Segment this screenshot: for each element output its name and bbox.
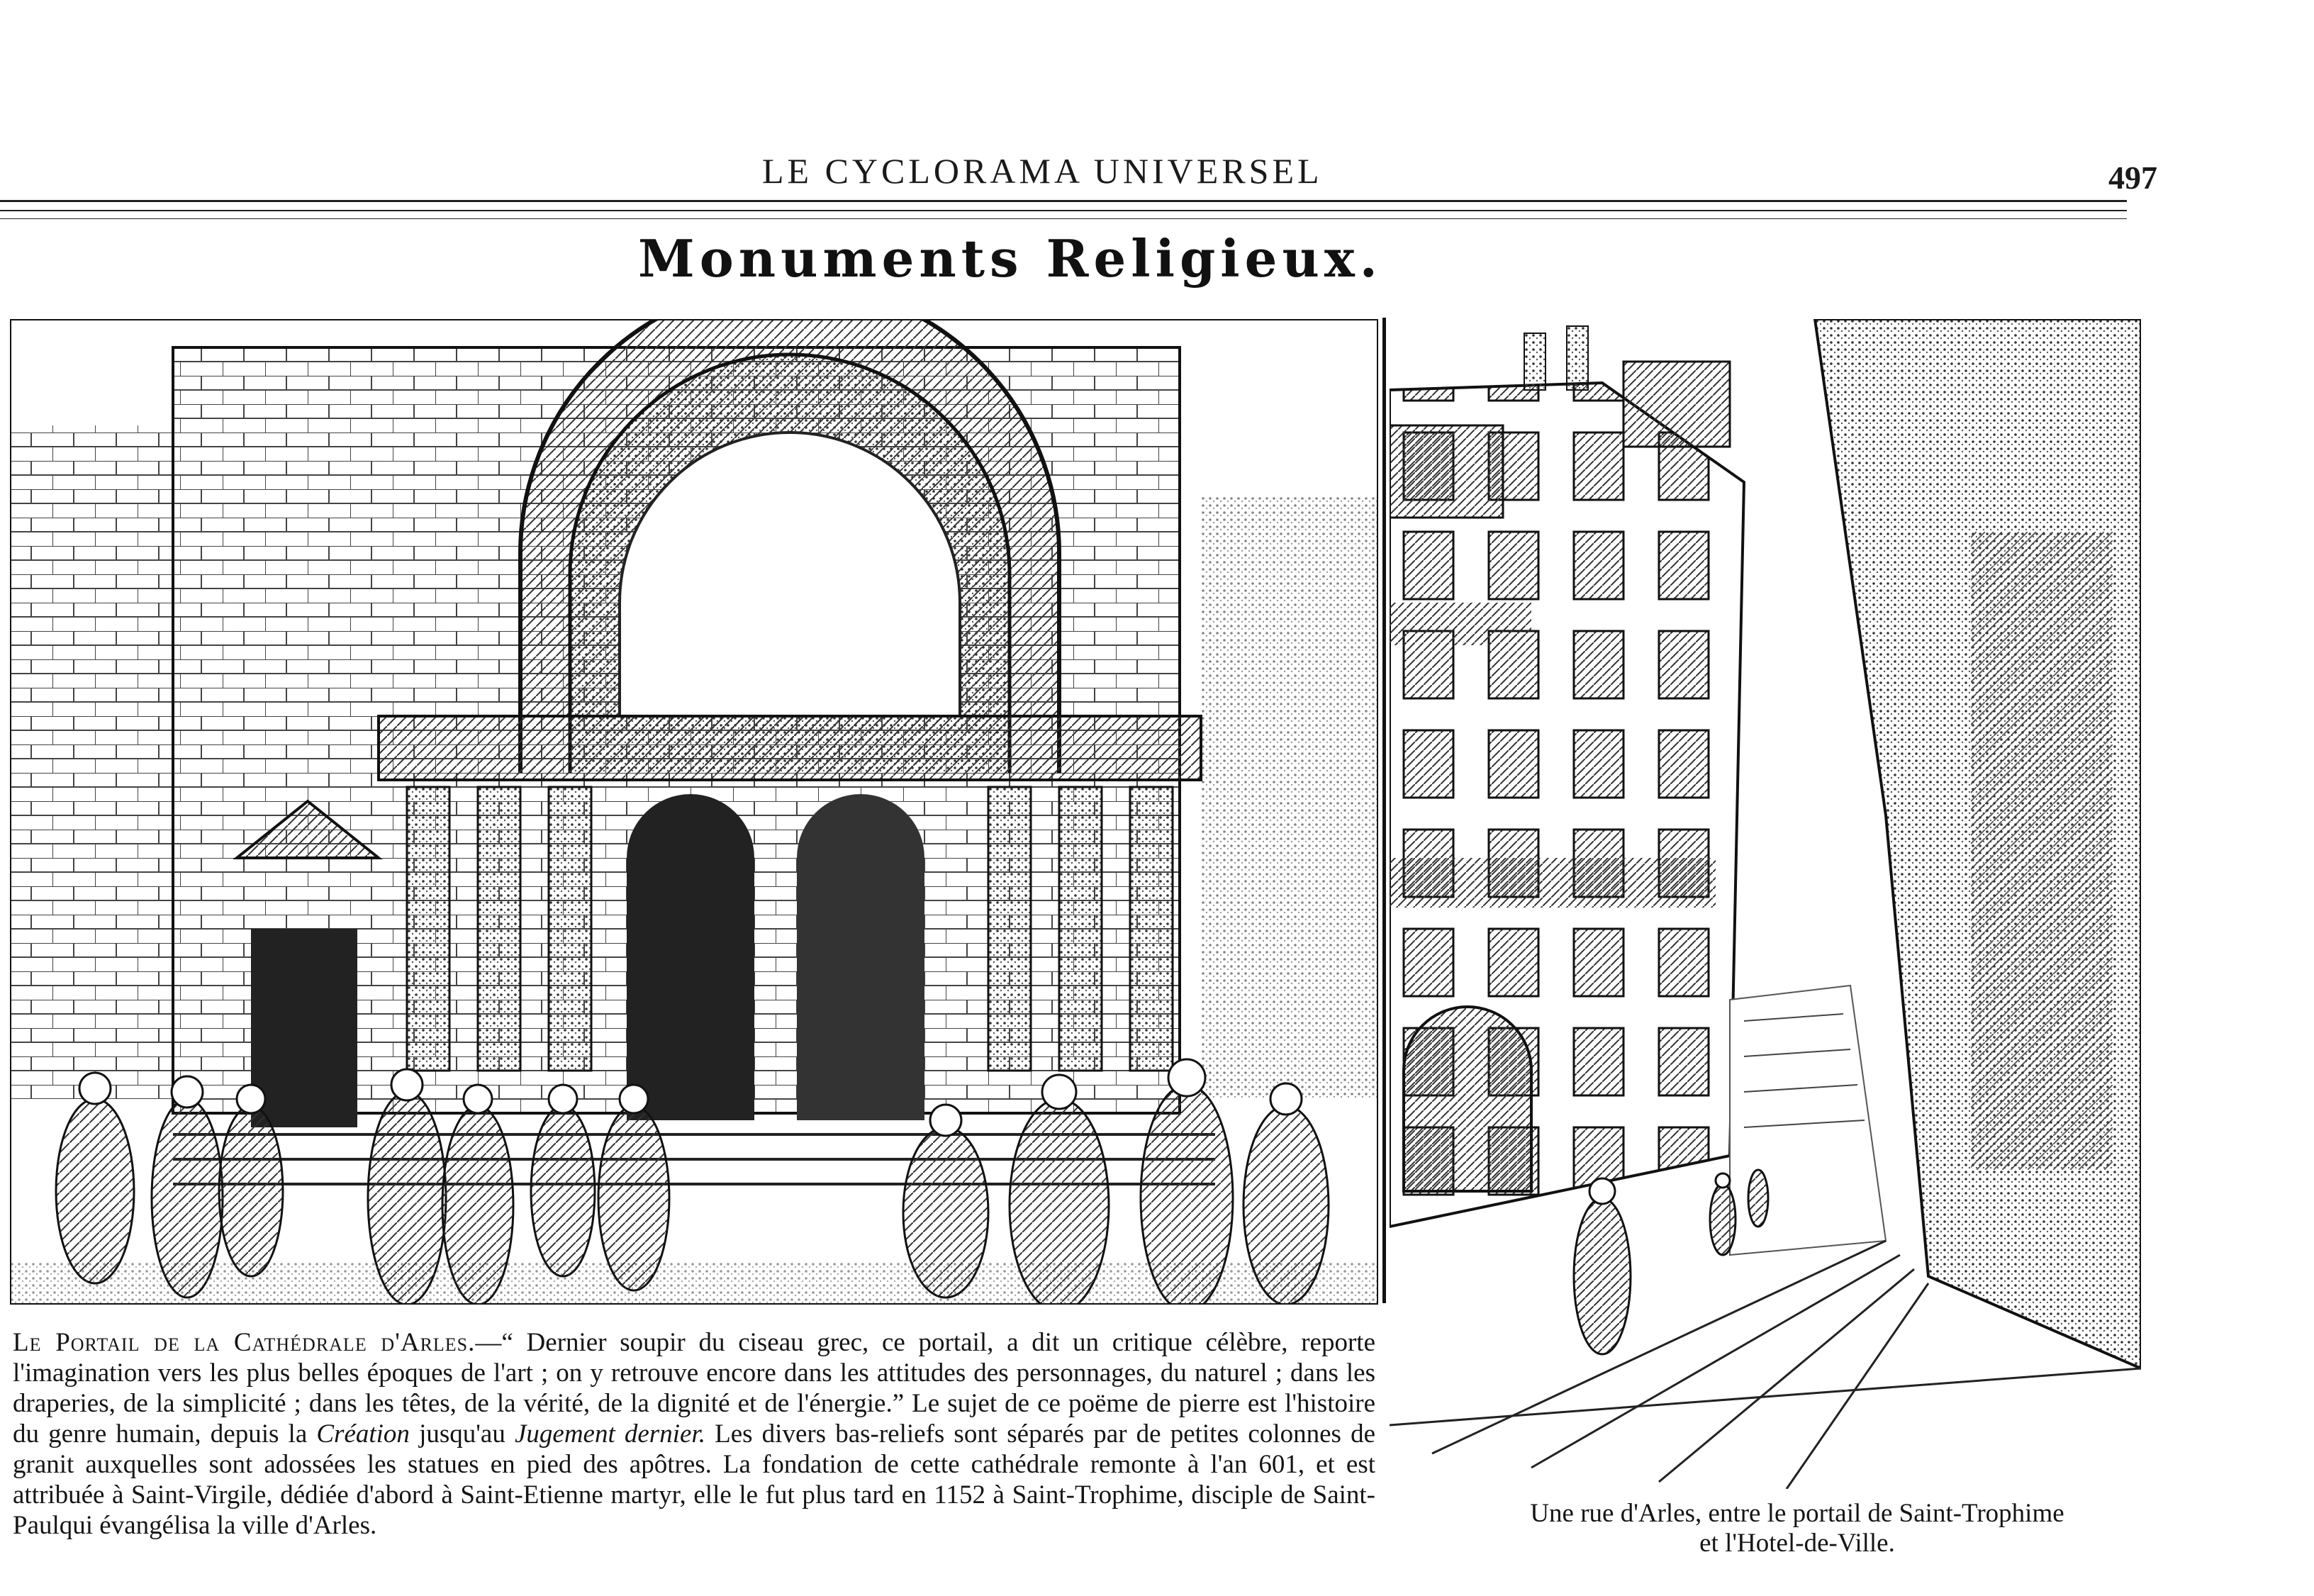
portal-caption-heading: Le Portail de la Cathédrale d'Arles. <box>13 1328 476 1357</box>
arles-street-engraving <box>1390 319 2141 1489</box>
portal-caption-jugement: Jugement dernier. <box>514 1419 705 1449</box>
page-number: 497 <box>2108 160 2157 196</box>
portal-caption-text-3: Les divers bas-reliefs sont séparés par de petites colonnes de granit auxquelles sont adossées les statues en pied des apôtres. La fondation de cette cathédrale remonte à l'an 601, et est attribuée à Saint-Virgile, dédiée d'abord à Saint-Etienne martyr, elle le fut plus tard en 1152 à Saint-Trophime, disciple de Saint-Paulqui évangélisa la ville d'Arles. <box>13 1419 1375 1540</box>
portal-caption <box>13 1327 1375 1541</box>
portal-caption-text-1: —“ Dernier soupir du ciseau grec, ce portail, a dit un critique célèbre, reporte l'imagination vers les plus belles époques de l'art ; on y retrouve encore dans les attitudes des personnages, du naturel ; dans les draperies, de la simplicité ; dans les têtes, de la vérité, de la dignité et de l'énergie.” Le sujet de ce poëme de pierre est l'histoire du genre humain, depuis la <box>13 1328 1375 1449</box>
portal-caption-text-2: jusqu'au <box>409 1419 515 1449</box>
arles-street-illustration <box>1390 319 2141 1489</box>
cathedral-portal-engraving <box>10 319 1378 1305</box>
header-rule-bottom <box>0 210 2127 211</box>
street-caption-line-2: et l'Hotel-de-Ville. <box>1699 1529 1895 1558</box>
portal-caption-creation: Création <box>316 1419 410 1449</box>
header-rule-thin <box>0 218 2127 219</box>
street-caption-line-1: Une rue d'Arles, entre le portail de Saint-Trophime <box>1530 1499 2064 1528</box>
cathedral-portal-illustration <box>10 319 1378 1305</box>
plate-divider <box>1382 318 1386 1303</box>
header-rule-top <box>0 200 2127 202</box>
running-title: LE CYCLORAMA UNIVERSEL <box>762 151 1323 191</box>
section-title: Monuments Religieux. <box>638 228 1382 289</box>
street-caption <box>1425 1499 2169 1558</box>
